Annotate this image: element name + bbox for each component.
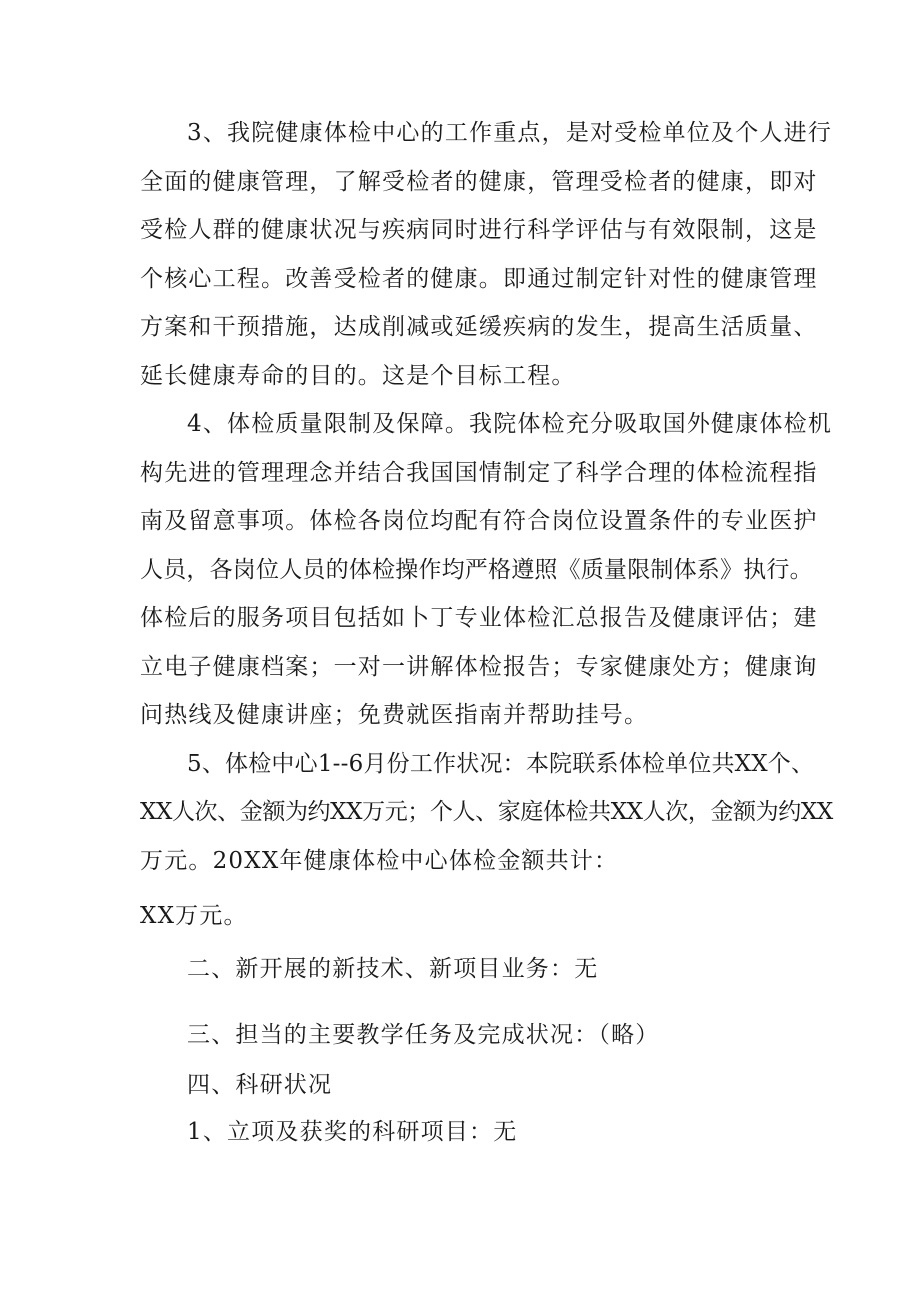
paragraph-5-line-2: XX人次、金额为约XX万元；个人、家庭体检共XX人次，金额为约XX: [140, 799, 833, 825]
paragraph-3-line-5: 方案和干预措施，达成削减或延缓疾病的发生，提高生活质量、: [140, 314, 818, 340]
paragraph-4-line-4: 人员，各岗位人员的体检操作均严格遵照《质量限制体系》执行。: [140, 557, 813, 583]
paragraph-3-line-6: 延长健康寿命的目的。这是个目标工程。: [140, 363, 576, 389]
paragraph-4-line-7: 问热线及健康讲座；免费就医指南并帮助挂号。: [140, 702, 649, 728]
section-heading-teaching-tasks: 三、担当的主要教学任务及完成状况：（略）: [187, 1022, 660, 1048]
paragraph-4-line-3: 南及留意事项。体检各岗位均配有符合岗位设置条件的专业医护: [140, 508, 818, 534]
section-heading-new-technology: 二、新开展的新技术、新项目业务：无: [187, 956, 599, 982]
paragraph-4-line-6: 立电子健康档案；一对一讲解体检报告；专家健康处方；健康询: [140, 654, 818, 680]
paragraph-3-line-2: 全面的健康管理，了解受检者的健康，管理受检者的健康，即对: [140, 169, 818, 195]
paragraph-5-line-3: 万元。20XX年健康体检中心体检金额共计：: [140, 848, 619, 874]
paragraph-3-line-4: 个核心工程。改善受检者的健康。即通过制定针对性的健康管理: [140, 266, 818, 292]
paragraph-3-line-3: 受检人群的健康状况与疾病同时进行科学评估与有效限制，这是: [140, 217, 818, 243]
paragraph-5-line-4: XX万元。: [140, 903, 248, 929]
paragraph-4-line-2: 构先进的管理理念并结合我国国情制定了科学合理的体检流程指: [140, 460, 818, 486]
paragraph-4-line-5: 体检后的服务项目包括如卜丁专业体检汇总报告及健康评估；建: [140, 605, 818, 631]
section-heading-research-status: 四、科研状况: [187, 1072, 333, 1098]
paragraph-4-line-1: 4、体检质量限制及保障。我院体检充分吸取国外健康体检机: [187, 411, 833, 437]
section-item-research-projects: 1、立项及获奖的科研项目：无: [187, 1119, 518, 1145]
paragraph-3-line-1: 3、我院健康体检中心的工作重点，是对受检单位及个人进行: [187, 120, 833, 146]
paragraph-5-line-1: 5、体检中心1--6月份工作状况：本院联系体检单位共XX个、: [187, 751, 815, 777]
